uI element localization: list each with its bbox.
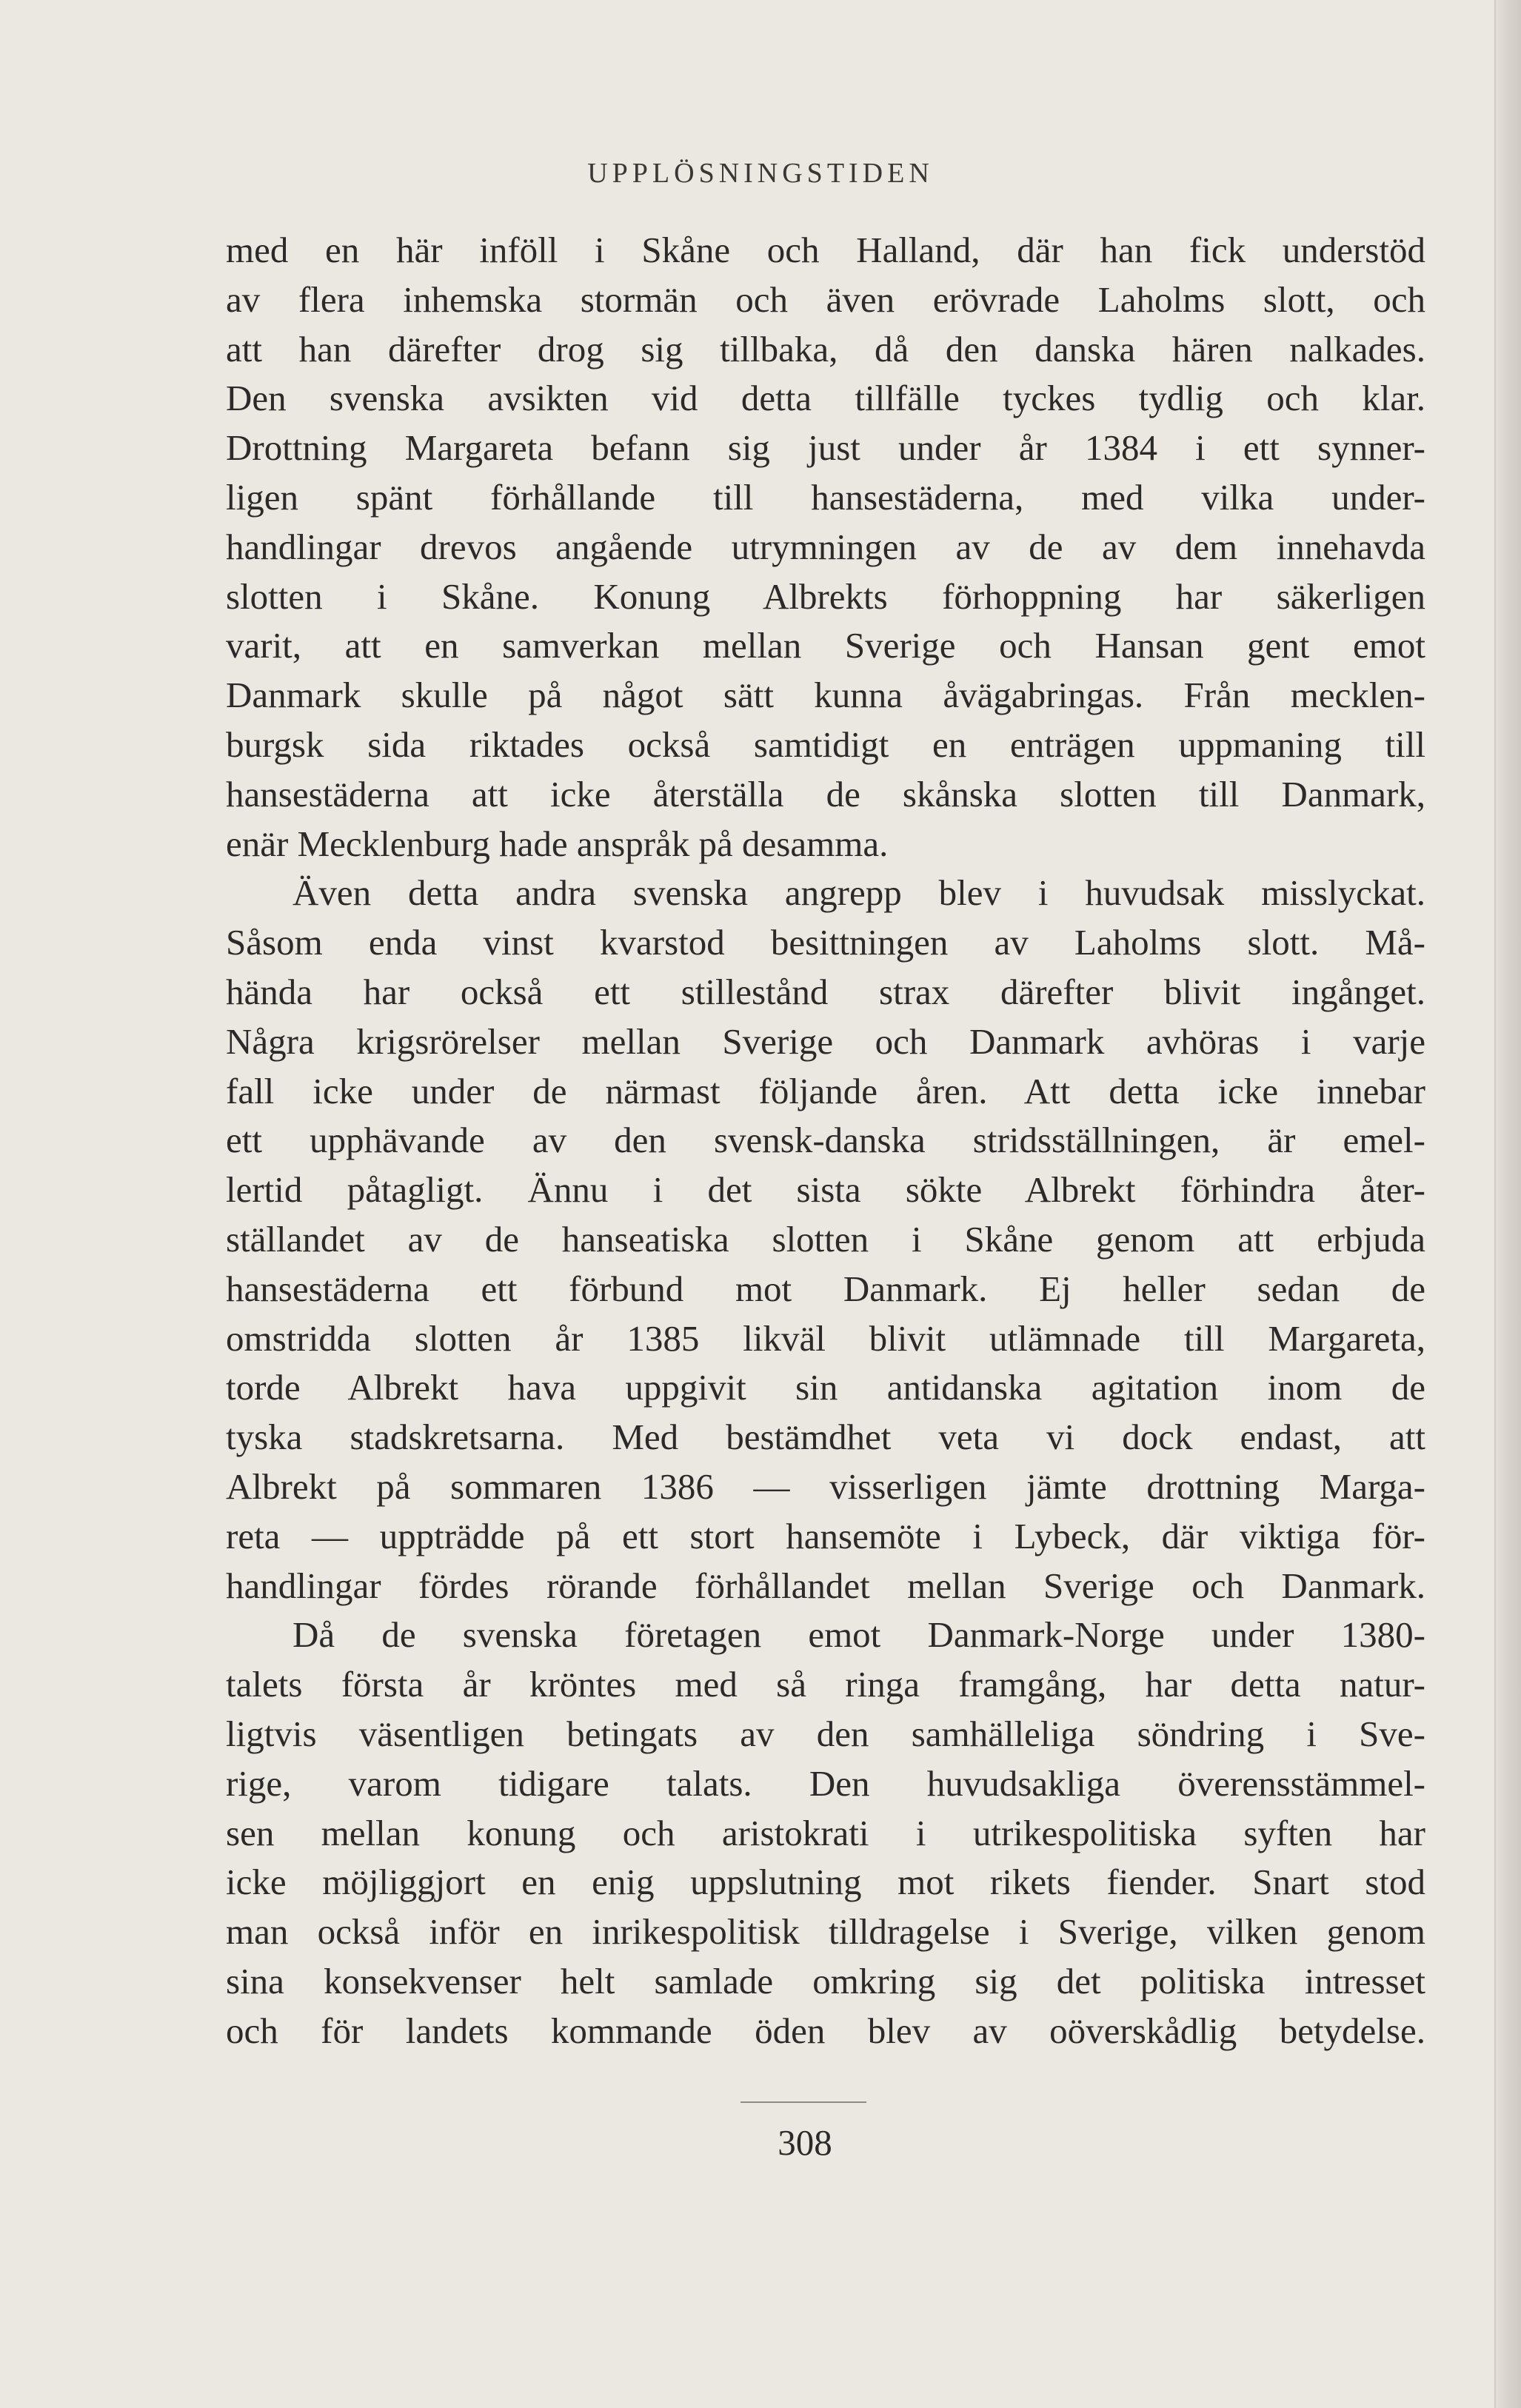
text-line: icke möjliggjort en enig uppslutning mot rikets fiender. Snart stod [226,1862,1425,1903]
text-line: sina konsekvenser helt samlade omkring sig det politiska intresset [226,1960,1425,2001]
text-line: med en här inföll i Skåne och Halland, där han fick understöd [226,230,1425,270]
text-line: man också inför en inrikespolitisk tilldragelse i Sverige, vilken genom [226,1911,1425,1953]
text-line: Såsom enda vinst kvarstod besittningen av Laholms slott. Må- [226,922,1425,963]
text-line: hansestäderna ett förbund mot Danmark. Ej heller sedan de [226,1268,1425,1309]
text-line: handlingar drevos angående utrymningen av de av dem innehavda [226,526,1425,567]
text-line: Drottning Margareta befann sig just under år 1384 i ett synner- [226,427,1425,469]
page-edge [1494,0,1521,2408]
text-line: talets första år kröntes med så ringa framgång, har detta natur- [226,1664,1425,1705]
text-line: ett upphävande av den svensk-danska stridsställningen, är emel- [226,1120,1425,1161]
text-line: och för landets kommande öden blev av oöverskådlig betydelse. [226,2010,1425,2051]
text-line: ställandet av de hanseatiska slotten i Skåne genom att erbjuda [226,1218,1425,1260]
text-line: lertid påtagligt. Ännu i det sista sökte Albrekt förhindra åter- [226,1169,1425,1211]
footer-rule [741,2101,866,2103]
text-line: omstridda slotten år 1385 likväl blivit utlämnade till Margareta, [226,1317,1425,1359]
text-line: Albrekt på sommaren 1386 — visserligen jämte drottning Marga- [226,1465,1425,1507]
text-line: tyska stadskretsarna. Med bestämdhet veta vi dock endast, att [226,1417,1425,1458]
text-line: ligtvis väsentligen betingats av den samhälleliga söndring i Sve- [226,1713,1425,1754]
text-line-paragraph-start: Då de svenska företagen emot Danmark-Norge under 1380- [292,1614,1425,1656]
text-line: torde Albrekt hava uppgivit sin antidanska agitation inom de [226,1367,1425,1408]
text-line: av flera inhemska stormän och även erövrade Laholms slott, och [226,278,1425,320]
text-line: att han därefter drog sig tillbaka, då den danska hären nalkades. [226,328,1425,369]
text-line: fall icke under de närmast följande åren. Att detta icke innebar [226,1070,1425,1111]
text-line: reta — uppträdde på ett stort hansemöte i Lybeck, där viktiga för- [226,1515,1425,1556]
page-number: 308 [778,2122,832,2163]
text-line: varit, att en samverkan mellan Sverige och Hansan gent emot [226,625,1425,666]
body-text [226,226,1425,2056]
text-line: slotten i Skåne. Konung Albrekts förhoppning har säkerligen [226,575,1425,617]
text-line: sen mellan konung och aristokrati i utrikespolitiska syften har [226,1812,1425,1853]
text-line: Danmark skulle på något sätt kunna åvägabringas. Från mecklen- [226,675,1425,716]
text-line: Den svenska avsikten vid detta tillfälle tyckes tydlig och klar. [226,378,1425,419]
text-line: hansestäderna att icke återställa de skånska slotten till Danmark, [226,773,1425,815]
text-line-paragraph-start: Även detta andra svenska angrepp blev i huvudsak misslyckat. [292,872,1425,914]
text-line: ligen spänt förhållande till hansestäderna, med vilka under- [226,476,1425,518]
text-line: handlingar fördes rörande förhållandet mellan Sverige och Danmark. [226,1565,1425,1606]
text-line: rige, varom tidigare talats. Den huvudsakliga överensstämmel- [226,1762,1425,1804]
text-line: Några krigsrörelser mellan Sverige och Danmark avhöras i varje [226,1020,1425,1062]
text-line: hända har också ett stillestånd strax därefter blivit ingånget. [226,971,1425,1012]
running-head: UPPLÖSNINGSTIDEN [587,158,934,189]
text-line: burgsk sida riktades också samtidigt en enträgen uppmaning till [226,723,1425,765]
text-line-paragraph-end: enär Mecklenburg hade anspråk på desamma. [226,823,889,864]
